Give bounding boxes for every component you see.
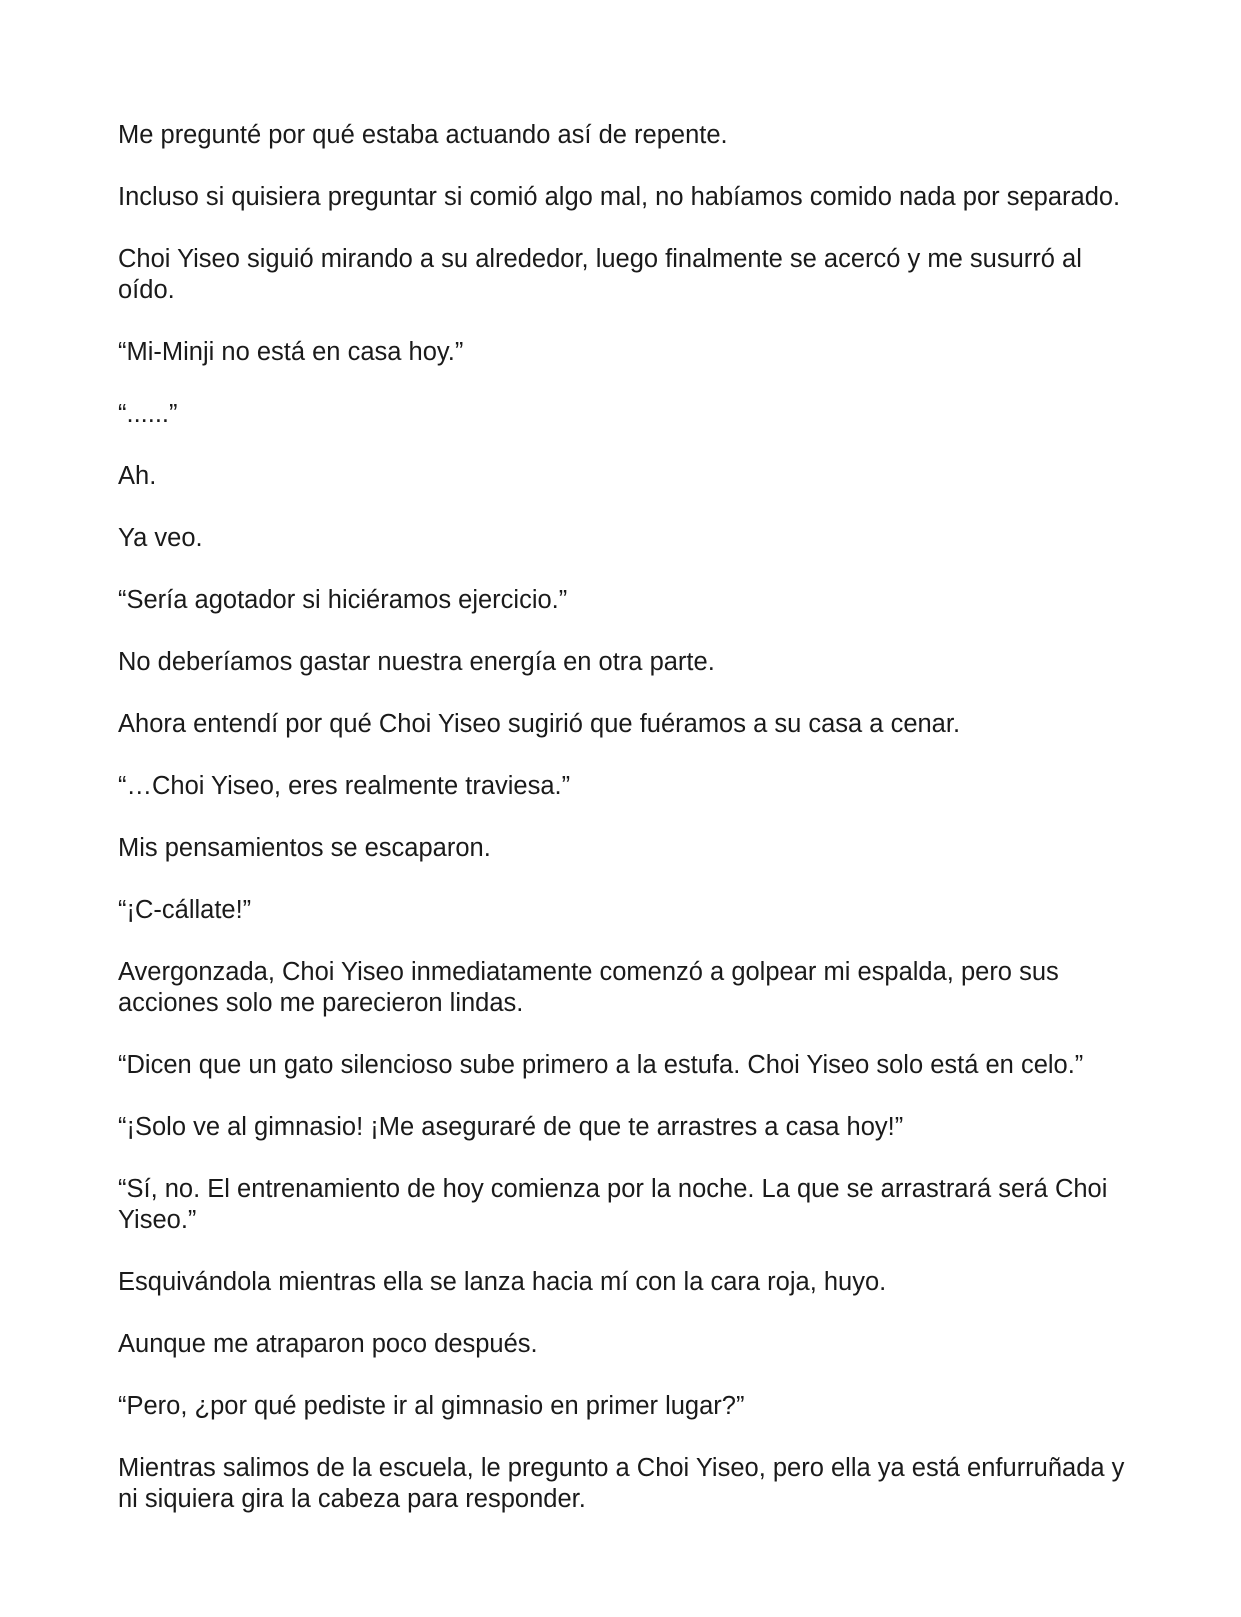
- paragraph: Avergonzada, Choi Yiseo inmediatamente comenzó a golpear mi espalda, pero sus acciones solo me parecieron lindas.: [118, 958, 1059, 1017]
- paragraph: “......”: [118, 400, 178, 428]
- paragraph: Esquivándola mientras ella se lanza hacia mí con la cara roja, huyo.: [118, 1268, 887, 1296]
- paragraph: Choi Yiseo siguió mirando a su alrededor, luego finalmente se acercó y me susurró al oído.: [118, 245, 1082, 304]
- paragraph: “Mi-Minji no está en casa hoy.”: [118, 338, 464, 366]
- paragraph: “Sí, no. El entrenamiento de hoy comienza por la noche. La que se arrastrará será Choi Yiseo.”: [118, 1175, 1108, 1234]
- paragraph: Mis pensamientos se escaparon.: [118, 834, 491, 862]
- paragraph: “Pero, ¿por qué pediste ir al gimnasio en primer lugar?”: [118, 1392, 745, 1420]
- paragraph: “Sería agotador si hiciéramos ejercicio.”: [118, 586, 568, 614]
- document-body: [118, 120, 1128, 1546]
- paragraph: Ya veo.: [118, 524, 203, 552]
- paragraph: “¡C-cállate!”: [118, 896, 252, 924]
- paragraph: Incluso si quisiera preguntar si comió algo mal, no habíamos comido nada por separado.: [118, 183, 1121, 211]
- paragraph: Me pregunté por qué estaba actuando así de repente.: [118, 121, 728, 149]
- paragraph: “Dicen que un gato silencioso sube primero a la estufa. Choi Yiseo solo está en celo.”: [118, 1051, 1084, 1079]
- paragraph: Mientras salimos de la escuela, le pregunto a Choi Yiseo, pero ella ya está enfurruñada y ni siquiera gira la cabeza para responder.: [118, 1454, 1125, 1513]
- paragraph: Ah.: [118, 462, 157, 490]
- paragraph: No deberíamos gastar nuestra energía en otra parte.: [118, 648, 715, 676]
- paragraph: Ahora entendí por qué Choi Yiseo sugirió que fuéramos a su casa a cenar.: [118, 710, 961, 738]
- paragraph: Aunque me atraparon poco después.: [118, 1330, 538, 1358]
- paragraph: “¡Solo ve al gimnasio! ¡Me aseguraré de que te arrastres a casa hoy!”: [118, 1113, 904, 1141]
- paragraph: “…Choi Yiseo, eres realmente traviesa.”: [118, 772, 571, 800]
